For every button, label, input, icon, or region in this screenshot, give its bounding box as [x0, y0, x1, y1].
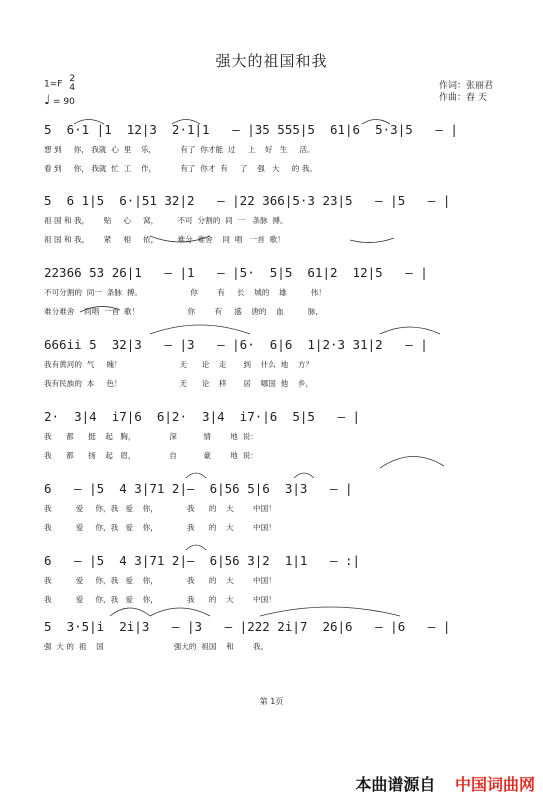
- tempo-value: = 90: [53, 97, 75, 107]
- notation-line: 2· 3|4 i7|6 6|2· 3|4 i7·|6 5|5 — |: [44, 409, 361, 424]
- slur-marks: [50, 460, 490, 480]
- lyric-line-1: 我 爱 你，我 爱 你， 我 的 大 中国！: [44, 576, 276, 585]
- key-signature: [44, 75, 75, 93]
- credits: [439, 80, 493, 104]
- notation-line: 6 — |5 4 3|71 2|— 6|56 5|6 3|3 — |: [44, 481, 353, 496]
- lyric-line-1: 强 大 的 祖 国 强大的 祖国 和 我。: [44, 642, 269, 651]
- notation-line: 22366 53 26|1 — |1 — |5· 5|5 61|2 12|5 — |: [44, 265, 428, 280]
- lyric-line-2: 我 都 扬 起 眉， 自 豪 地 说：: [44, 451, 258, 460]
- watermark-text: 本曲谱源自: [355, 775, 436, 794]
- lyric-line-2: 看 到 你， 我就 忙 工 作， 有了 你才 有 了 强 大 的 我。: [44, 164, 317, 173]
- lyric-line-2: 难分难舍 同唱 一首 歌！ 你 有 盛 唐的 血 脉，: [44, 307, 324, 316]
- time-top: 2: [69, 74, 76, 84]
- notation-line: 5 6 1|5 6·|51 32|2 — |22 366|5·3 23|5 — |5 — |: [44, 193, 451, 208]
- notation-line: 5 6·1 |1 12|3 2·1|1 — |35 555|5 61|6 5·3|5 — |: [44, 122, 458, 137]
- lyric-line-2: 祖 国 和 我， 紧 相 依， 难分 难舍 同 唱 一首 歌！: [44, 235, 285, 244]
- notation-line: 6 — |5 4 3|71 2|— 6|56 3|2 1|1 — :|: [44, 553, 361, 568]
- watermark-site: 中国词曲网: [454, 775, 535, 794]
- lyric-line-1: 我 都 挺 起 胸， 深 情 地 说：: [44, 432, 258, 441]
- slur-marks: [50, 598, 490, 618]
- notation-line: 666ii 5 32|3 — |3 — |6· 6|6 1|2·3 31|2 — |: [44, 337, 428, 352]
- slur-marks: [50, 532, 490, 552]
- page-number: 第 1页: [259, 697, 284, 706]
- source-watermark: [355, 772, 535, 795]
- lyric-line-2: 我有民族的 本 色！ 无 论 移 居 哪国 他 乡，: [44, 379, 314, 388]
- lyric-line-2: 我 爱 你，我 爱 你， 我 的 大 中国！: [44, 595, 276, 604]
- lyric-line-1: 我有黄河的 气 魄！ 无 论 走 到 什么 地 方？: [44, 360, 314, 369]
- key-label: 1=F: [44, 79, 63, 90]
- time-signature: [69, 75, 75, 93]
- time-bottom: 4: [69, 83, 76, 93]
- lyric-line-1: 我 爱 你，我 爱 你， 我 的 大 中国！: [44, 504, 276, 513]
- notation-line: 5 3·5|i 2i|3 — |3 — |222 2i|7 26|6 — |6 — |: [44, 619, 451, 634]
- slur-marks: [50, 298, 490, 318]
- lyric-line-2: 我 爱 你，我 爱 你， 我 的 大 中国！: [44, 523, 276, 532]
- quarter-note-icon: ♩: [44, 93, 51, 108]
- lyric-line-1: 祖 国 和 我， 贴 心 窝， 不可 分割的 同 一 条脉 搏。: [44, 216, 288, 225]
- page-title: 强大的祖国和我: [215, 52, 328, 70]
- lyric-line-1: 不可分割的 同一 条脉 搏。 你 有 长 城的 雄 伟！: [44, 288, 326, 297]
- lyricist: 作词：张丽君: [438, 81, 493, 91]
- lyric-line-1: 想 到 你， 我就 心 里 乐， 有了 你才能 过 上 好 生 活。: [44, 145, 315, 154]
- tempo-marking: [44, 95, 75, 108]
- slur-marks: [50, 316, 490, 336]
- slur-marks: [50, 232, 490, 252]
- composer: 作曲：春 天: [438, 93, 487, 103]
